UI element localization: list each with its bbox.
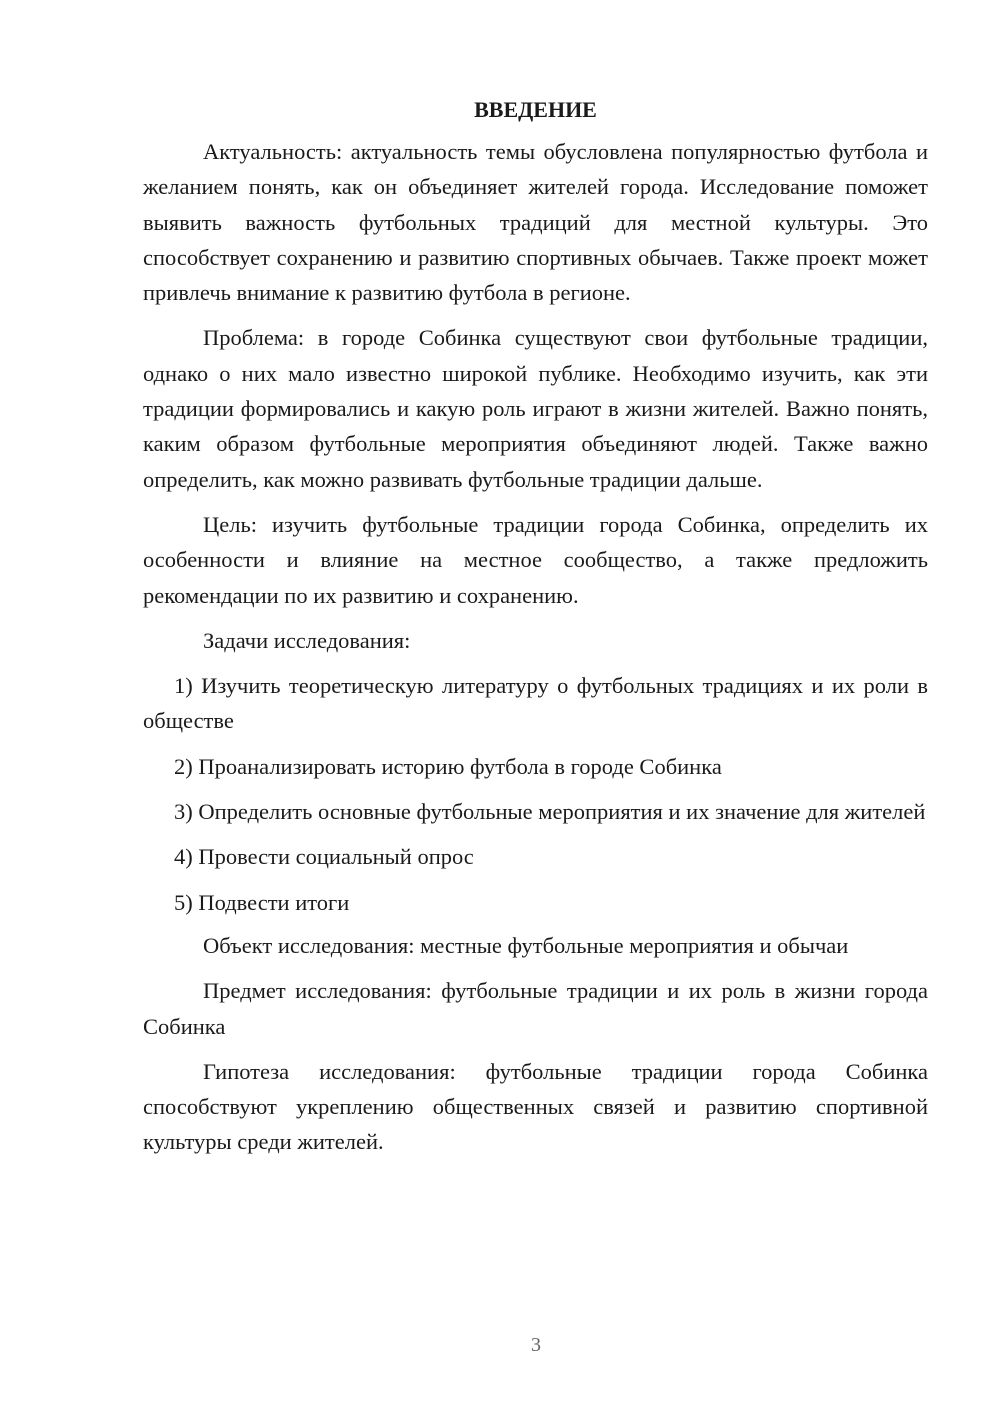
task-item-1: 1) Изучить теоретическую литературу о футбольных традициях и их роли в обществе (143, 673, 928, 734)
task-item-3: 3) Определить основные футбольные мероприятия и их значение для жителей (174, 799, 926, 825)
page-number: 3 (531, 1334, 541, 1356)
document-page (143, 94, 928, 1170)
task-item-2: 2) Проанализировать историю футбола в городе Собинка (174, 753, 722, 779)
task-item-5: 5) Подвести итоги (174, 889, 350, 915)
goal-paragraph: Цель: изучить футбольные традиции города Собинка, определить их особенности и влияние на местное сообщество, а также предложить рекомендации по их развитию и сохранению. (143, 511, 928, 608)
page-title: ВВЕДЕНИЕ (474, 97, 597, 122)
tasks-heading: Задачи исследования: (203, 627, 411, 653)
task-item-4: 4) Провести социальный опрос (174, 844, 474, 870)
hypothesis-paragraph: Гипотеза исследования: футбольные традиции города Собинка способствуют укреплению общественных связей и развитию спортивной культуры среди жителей. (143, 1058, 928, 1155)
object-paragraph: Объект исследования: местные футбольные мероприятия и обычаи (203, 932, 849, 958)
problem-paragraph: Проблема: в городе Собинка существуют свои футбольные традиции, однако о них мало известно широкой публике. Необходимо изучить, как эти традиции формировались и какую роль играют в жизни жителей. Важно понять, каким образом футбольные мероприятия объединяют людей. Также важно определить, как можно развивать футбольные традиции дальше. (143, 325, 928, 492)
relevance-paragraph: Актуальность: актуальность темы обусловлена популярностью футбола и желанием понять, как он объединяет жителей города. Исследование поможет выявить важность футбольных традиций для местной культуры. Это способствует сохранению и развитию спортивных обычаев. Также проект может привлечь внимание к развитию футбола в регионе. (143, 139, 928, 306)
subject-paragraph: Предмет исследования: футбольные традиции и их роль в жизни города Собинка (143, 978, 928, 1039)
